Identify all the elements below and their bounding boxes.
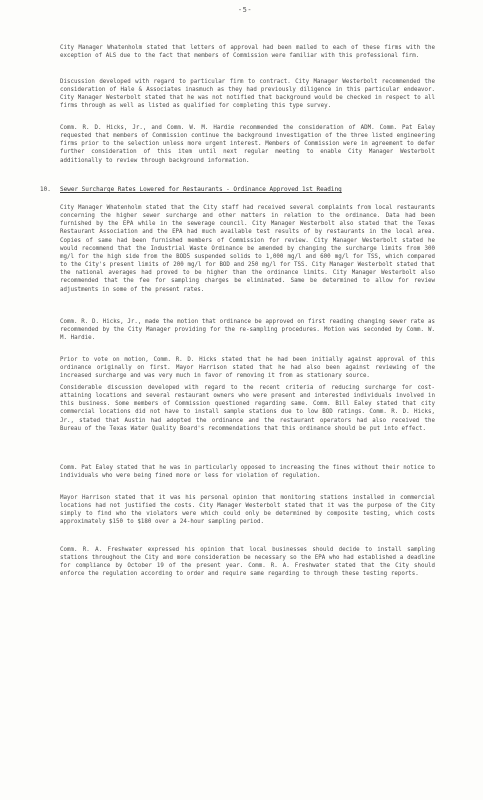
item-heading: Sewer Surcharge Rates Lowered for Restaurants - Ordinance Approved 1st Reading <box>60 186 342 193</box>
paragraph-6: Prior to vote on motion, Comm. R. D. Hicks stated that he had been initially against approval of this ordinance originally on first. Mayor Harrison stated that he had also been against reviewing of the increased surcharge and was very much in favor of removing it from as stationary source. <box>60 357 435 380</box>
item-number: 10. <box>40 186 51 193</box>
paragraph-10: Comm. R. A. Freshwater expressed his opinion that local businesses should decide to install sampling stations throughout the City and more consideration be necessary so the EPA who had established a deadline for compliance by October 19 of the present year. Comm. R. A. Freshwater stated that the City should enforce the regulation according to order and require same regarding to through these testing reports. <box>60 547 435 578</box>
paragraph-5: Comm. R. D. Hicks, Jr., made the motion that ordinance be approved on first reading changing sewer rate as recommended by the City Manager providing for the re-sampling procedures. Motion was seconded by Comm. W. M. Hardie. <box>60 319 435 342</box>
paragraph-1: City Manager Whatenholm stated that letters of approval had been mailed to each of these firms with the exception of ALS due to the fact that members of Commission were familiar with this professional firm. <box>60 45 435 60</box>
paragraph-2: Discussion developed with regard to particular firm to contract. City Manager Westerbolt recommended the consideration of Hale & Associates inasmuch as they had previously diligence in this particular endeavor. City Manager Westerbolt stated that he was not notified that background would be checked in respect to all firms through as well as listed as qualified for completing this type survey. <box>60 79 435 110</box>
paragraph-7: Considerable discussion developed with regard to the recent criteria of reducing surcharge for cost-attaining locations and several restaurant owners who were present and interested individuals involved in this business. Some members of Commission questioned regarding same. Comm. Bill Ealey stated that city commercial locations did not have to install sample stations due to low BOD ratings. Comm. R. D. Hicks, Jr., stated that Austin had adopted the ordinance and the restaurant operators had also received the Bureau of the Texas Water Quality Board's recommendations that this ordinance should be put into effect. <box>60 385 435 432</box>
page-number: -5- <box>237 6 253 14</box>
paragraph-9: Mayor Harrison stated that it was his personal opinion that monitoring stations installed in commercial locations had not justified the costs. City Manager Westerbolt stated that it was the purpose of the City simply to find who the violators were which could only be determined by composite testing, which costs approximately $150 to $180 over a 24-hour sampling period. <box>60 495 435 526</box>
paragraph-3: Comm. R. D. Hicks, Jr., and Comm. W. M. Hardie recommended the consideration of ADM. Comm. Pat Ealey requested that members of Commission continue the background investigation of the three listed engineering firms prior to the selection unless more urgent interest. Members of Commission were in agreement to defer further consideration of this item until next regular meeting to enable City Manager Westerbolt additionally to review through background information. <box>60 125 435 164</box>
paragraph-8: Comm. Pat Ealey stated that he was in particularly opposed to increasing the fines without their notice to individuals who were being fined more or less for violation of regulation. <box>60 465 435 480</box>
paragraph-4: City Manager Whatenholm stated that the City staff had received several complaints from local restaurants concerning the higher sewer surcharge and other matters in relation to the ordinance. Data had been furnished by the EPA while in the sewerage council. City Manager Westerbolt also stated that the Texas Restaurant Association and the EPA had much available test results of by restaurants in the local area. Copies of same had been furnished members of Commission for review. City Manager Westerbolt stated he would recommend that the Industrial Waste Ordinance be amended by changing the surcharge limits from 300 mg/l for the high side from the BOD5 suspended solids to 1,000 mg/l and 600 mg/l for TSS, which compared to the City's present limits of 200 mg/l for BOD and 250 mg/l for TSS. City Manager Westerbolt stated that the national averages had proved to be higher than the ordinance limits. City Manager Westerbolt also recommended that the fee for sampling charges be eliminated. Same be determined to allow for review adjustments in some of the present rates. <box>60 205 435 293</box>
